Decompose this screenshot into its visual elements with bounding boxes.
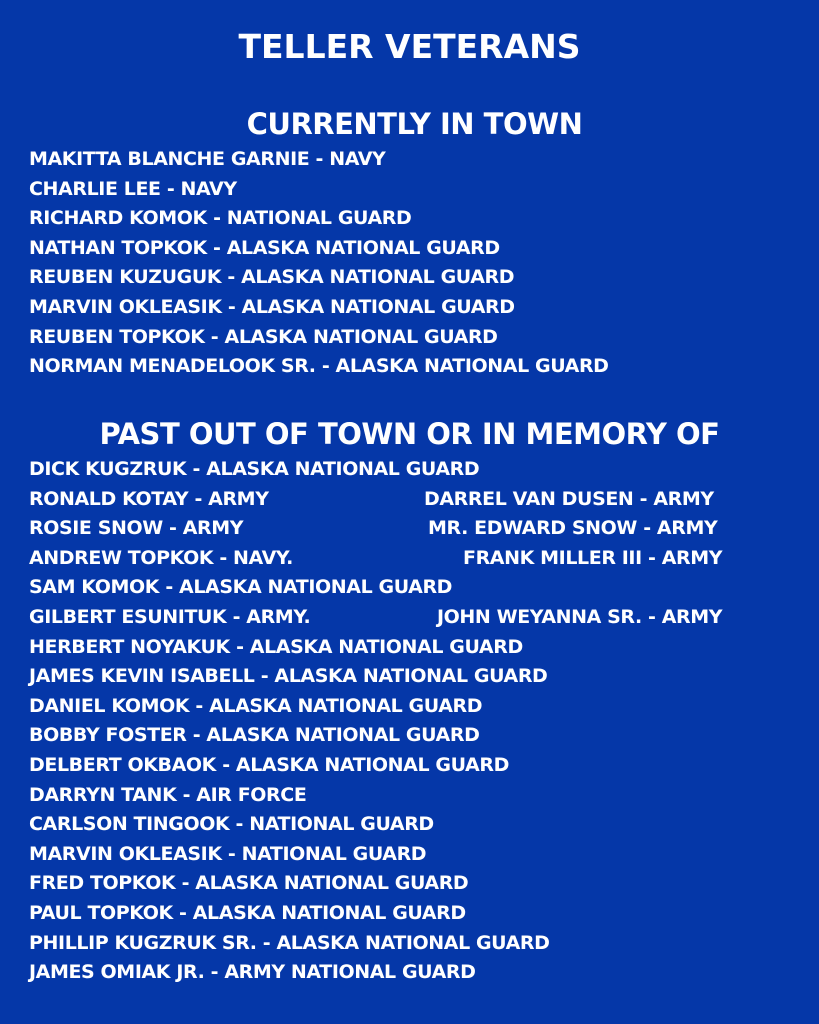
veteran-entry: REUBEN TOPKOK - ALASKA NATIONAL GUARD [29, 325, 498, 348]
list-item [29, 781, 799, 811]
veteran-entry-left: DARRYN TANK - AIR FORCE [29, 783, 307, 806]
list-item [29, 721, 799, 751]
veteran-entry: MARVIN OKLEASIK - ALASKA NATIONAL GUARD [29, 295, 515, 318]
list-item [29, 204, 799, 234]
veteran-entry-left: GILBERT ESUNITUK - ARMY. [29, 605, 311, 628]
veteran-entry: REUBEN KUZUGUK - ALASKA NATIONAL GUARD [29, 266, 515, 289]
list-item [29, 958, 799, 988]
list-item [29, 869, 799, 899]
veteran-entry-left: SAM KOMOK - ALASKA NATIONAL GUARD [29, 576, 453, 599]
page-title: TELLER VETERANS [238, 27, 581, 66]
veteran-entry-left: HERBERT NOYAKUK - ALASKA NATIONAL GUARD [29, 635, 523, 658]
veteran-entry: NORMAN MENADELOOK SR. - ALASKA NATIONAL GUARD [29, 355, 609, 378]
section-heading-currently-in-town: CURRENTLY IN TOWN [246, 107, 583, 141]
list-item [29, 544, 799, 574]
list-item [29, 175, 799, 205]
veteran-entry-right: JOHN WEYANNA SR. - ARMY [437, 605, 723, 628]
veteran-entry-left: BOBBY FOSTER - ALASKA NATIONAL GUARD [29, 724, 480, 747]
list-item [29, 514, 799, 544]
past-or-in-memory-list [29, 455, 799, 988]
list-item [29, 263, 799, 293]
veteran-entry-left: RONALD KOTAY - ARMY [29, 487, 269, 510]
list-item [29, 899, 799, 929]
list-item [29, 603, 799, 633]
list-item [29, 455, 799, 485]
list-item [29, 485, 799, 515]
veteran-entry-right: DARREL VAN DUSEN - ARMY [424, 487, 714, 510]
list-item [29, 145, 799, 175]
veteran-entry-left: ROSIE SNOW - ARMY [29, 517, 244, 540]
veteran-entry-left: CARLSON TINGOOK - NATIONAL GUARD [29, 813, 434, 836]
veteran-entry-left: FRED TOPKOK - ALASKA NATIONAL GUARD [29, 872, 469, 895]
list-item [29, 929, 799, 959]
list-item [29, 810, 799, 840]
veteran-entry-right: FRANK MILLER III - ARMY [463, 546, 723, 569]
veteran-entry-left: PAUL TOPKOK - ALASKA NATIONAL GUARD [29, 901, 466, 924]
list-item [29, 751, 799, 781]
list-item [29, 840, 799, 870]
list-item [29, 662, 799, 692]
veteran-entry: NATHAN TOPKOK - ALASKA NATIONAL GUARD [29, 236, 500, 259]
list-item [29, 352, 799, 382]
currently-in-town-list [29, 145, 799, 382]
section-heading-past-or-in-memory: PAST OUT OF TOWN OR IN MEMORY OF [99, 417, 720, 451]
veteran-entry-right: MR. EDWARD SNOW - ARMY [428, 517, 718, 540]
veteran-entry-left: MARVIN OKLEASIK - NATIONAL GUARD [29, 842, 427, 865]
veteran-entry-left: PHILLIP KUGZRUK SR. - ALASKA NATIONAL GUARD [29, 931, 550, 954]
veteran-entry-left: JAMES OMIAK JR. - ARMY NATIONAL GUARD [29, 961, 476, 984]
veteran-entry-left: DICK KUGZRUK - ALASKA NATIONAL GUARD [29, 458, 480, 480]
list-item [29, 692, 799, 722]
veteran-entry-left: JAMES KEVIN ISABELL - ALASKA NATIONAL GUARD [29, 665, 548, 688]
list-item [29, 633, 799, 663]
veteran-entry: MAKITTA BLANCHE GARNIE - NAVY [29, 148, 386, 170]
veteran-entry: RICHARD KOMOK - NATIONAL GUARD [29, 207, 412, 230]
list-item [29, 323, 799, 353]
veteran-entry-left: DELBERT OKBAOK - ALASKA NATIONAL GUARD [29, 753, 509, 776]
veteran-entry: CHARLIE LEE - NAVY [29, 177, 237, 200]
veteran-entry-left: ANDREW TOPKOK - NAVY. [29, 546, 293, 569]
veteran-entry-left: DANIEL KOMOK - ALASKA NATIONAL GUARD [29, 694, 483, 717]
list-item [29, 293, 799, 323]
list-item [29, 573, 799, 603]
list-item [29, 234, 799, 264]
